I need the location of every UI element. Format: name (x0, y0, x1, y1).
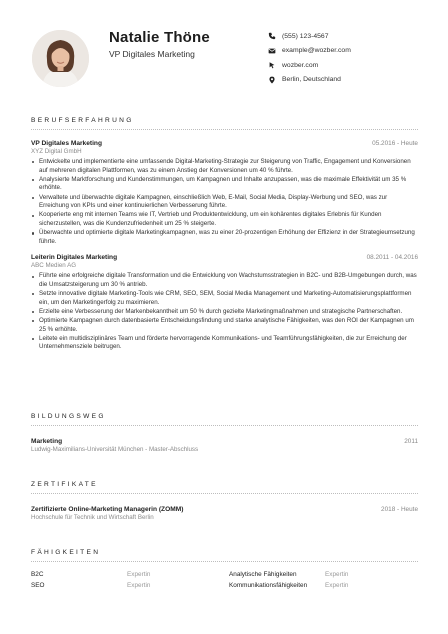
certificate-issuer: Hochschule für Technik und Wirtschaft Berlin (31, 514, 154, 521)
education-title: Marketing (31, 438, 63, 445)
education-date: 2011 (404, 438, 418, 445)
skill-name: B2C (31, 571, 44, 578)
certificate-date: 2018 - Heute (381, 506, 418, 513)
skill-level: Expertin (325, 582, 349, 589)
skill-name: Kommunikationsfähigkeiten (229, 582, 308, 589)
person-name: Natalie Thöne (109, 29, 210, 46)
phone-text: (555) 123-4567 (282, 32, 329, 40)
contact-location (268, 73, 351, 87)
job-bullet: Überwachte und optimierte digitale Marketingkampagnen, was zu einer 20-prozentigen Erhöhung der Effizienz in der Strategieumsetzung führte. (39, 229, 418, 246)
job-bullets (31, 158, 418, 246)
job-bullets (31, 272, 418, 352)
job-company: XYZ Digital GmbH (31, 148, 82, 155)
experience-section (31, 117, 418, 353)
job-title: Leiterin Digitales Marketing (31, 254, 118, 262)
person-title: VP Digitales Marketing (109, 49, 195, 59)
skill-name: Analytische Fähigkeiten (229, 571, 297, 578)
job-bullet: Erzielte eine Verbesserung der Markenbekanntheit um 50 % durch gezielte Marketingmaßnahmen und strategische Partnerschaften. (39, 308, 418, 317)
education-heading: BILDUNGSWEG (31, 413, 418, 426)
experience-heading: BERUFSERFAHRUNG (31, 117, 418, 130)
job-company: ABC Medien AG (31, 262, 77, 270)
education-section (31, 413, 418, 453)
skill-level: Expertin (127, 582, 151, 589)
email-icon (268, 47, 276, 55)
job-bullet: Leitete ein multidisziplinäres Team und förderte hervorragende Kommunikations- und Teamführungsfähigkeiten, die zur Erreichung der Unternehmensziele beitrugen. (39, 335, 418, 352)
contact-list (268, 29, 351, 87)
profile-photo (32, 30, 89, 87)
skills-section (31, 549, 418, 589)
job-bullet: Kooperierte eng mit internen Teams wie IT, Vertrieb und Produktentwicklung, um ein kohärentes digitales Erlebnis für Kunden sicherzustellen, was die Kundenzufriedenheit um 25 % steigerte. (39, 211, 418, 228)
location-text: Berlin, Deutschland (282, 76, 341, 83)
skill-level: Expertin (325, 571, 349, 578)
resume-header (0, 0, 448, 110)
job-bullet: Führte eine erfolgreiche digitale Transformation und die Entwicklung von Wachstumsstrategien in B2C- und B2B-Umgebungen durch, was die Umsatzsteigerung um 30 % antrieb. (39, 272, 417, 288)
job-date: 08.2011 - 04.2016 (366, 254, 418, 262)
phone-icon (268, 32, 276, 40)
website-text[interactable]: wozber.com (282, 61, 319, 69)
certificate-title: Zertifizierte Online-Marketing Managerin (ZOMM) (31, 506, 184, 513)
job-bullet: Analysierte Marktforschung und Kundenstimmungen, um Kampagnen und Inhalte anzupassen, was die maximale Effektivität um 35 % erhöhte. (39, 176, 418, 193)
contact-phone (268, 29, 351, 43)
certificates-heading: ZERTIFIKATE (31, 481, 418, 494)
skill-name: SEO (31, 582, 45, 589)
contact-email (268, 44, 351, 58)
education-institution: Ludwig-Maximilians-Universität München - Master-Abschluss (31, 446, 199, 453)
location-icon (268, 76, 276, 84)
link-icon (268, 61, 276, 69)
email-text[interactable]: example@wozber.com (282, 47, 351, 54)
skills-heading: FÄHIGKEITEN (31, 549, 418, 562)
job-entry (31, 254, 418, 352)
contact-website (268, 58, 351, 72)
job-date: 05.2016 - Heute (372, 140, 418, 147)
job-bullet: Setzte innovative digitale Marketing-Tools wie CRM, SEO, SEM, Social Media Management und Marketing-Automatisierungsplattformen ein, um den Marketingerfolg zu maximieren. (39, 290, 418, 307)
skills-grid (31, 571, 418, 589)
job-bullet: Verwaltete und überwachte digitale Kampagnen, einschließlich Web, E-Mail, Social Media, Display-Werbung und SEO, was zur Erreichung von KPIs und einer kontinuierlichen Verbesserung führte. (39, 194, 418, 211)
job-bullet: Entwickelte und implementierte eine umfassende Digital-Marketing-Strategie zur Steigerung von Traffic, Engagement und Konversionen auf mehreren digitalen Plattformen, was zu einem Anstieg der Konversionen um 40 % führte. (39, 158, 418, 175)
job-bullet: Optimierte Kampagnen durch datenbasierte Entscheidungsfindung und starke analytische Fähigkeiten, was den ROI der Kampagnen um 25 % erhöhte. (39, 317, 418, 334)
job-title: VP Digitales Marketing (31, 140, 102, 147)
certificates-section (31, 481, 418, 521)
skill-level: Expertin (127, 571, 151, 578)
job-entry (31, 140, 418, 246)
profile-photo-illustration (32, 30, 89, 87)
